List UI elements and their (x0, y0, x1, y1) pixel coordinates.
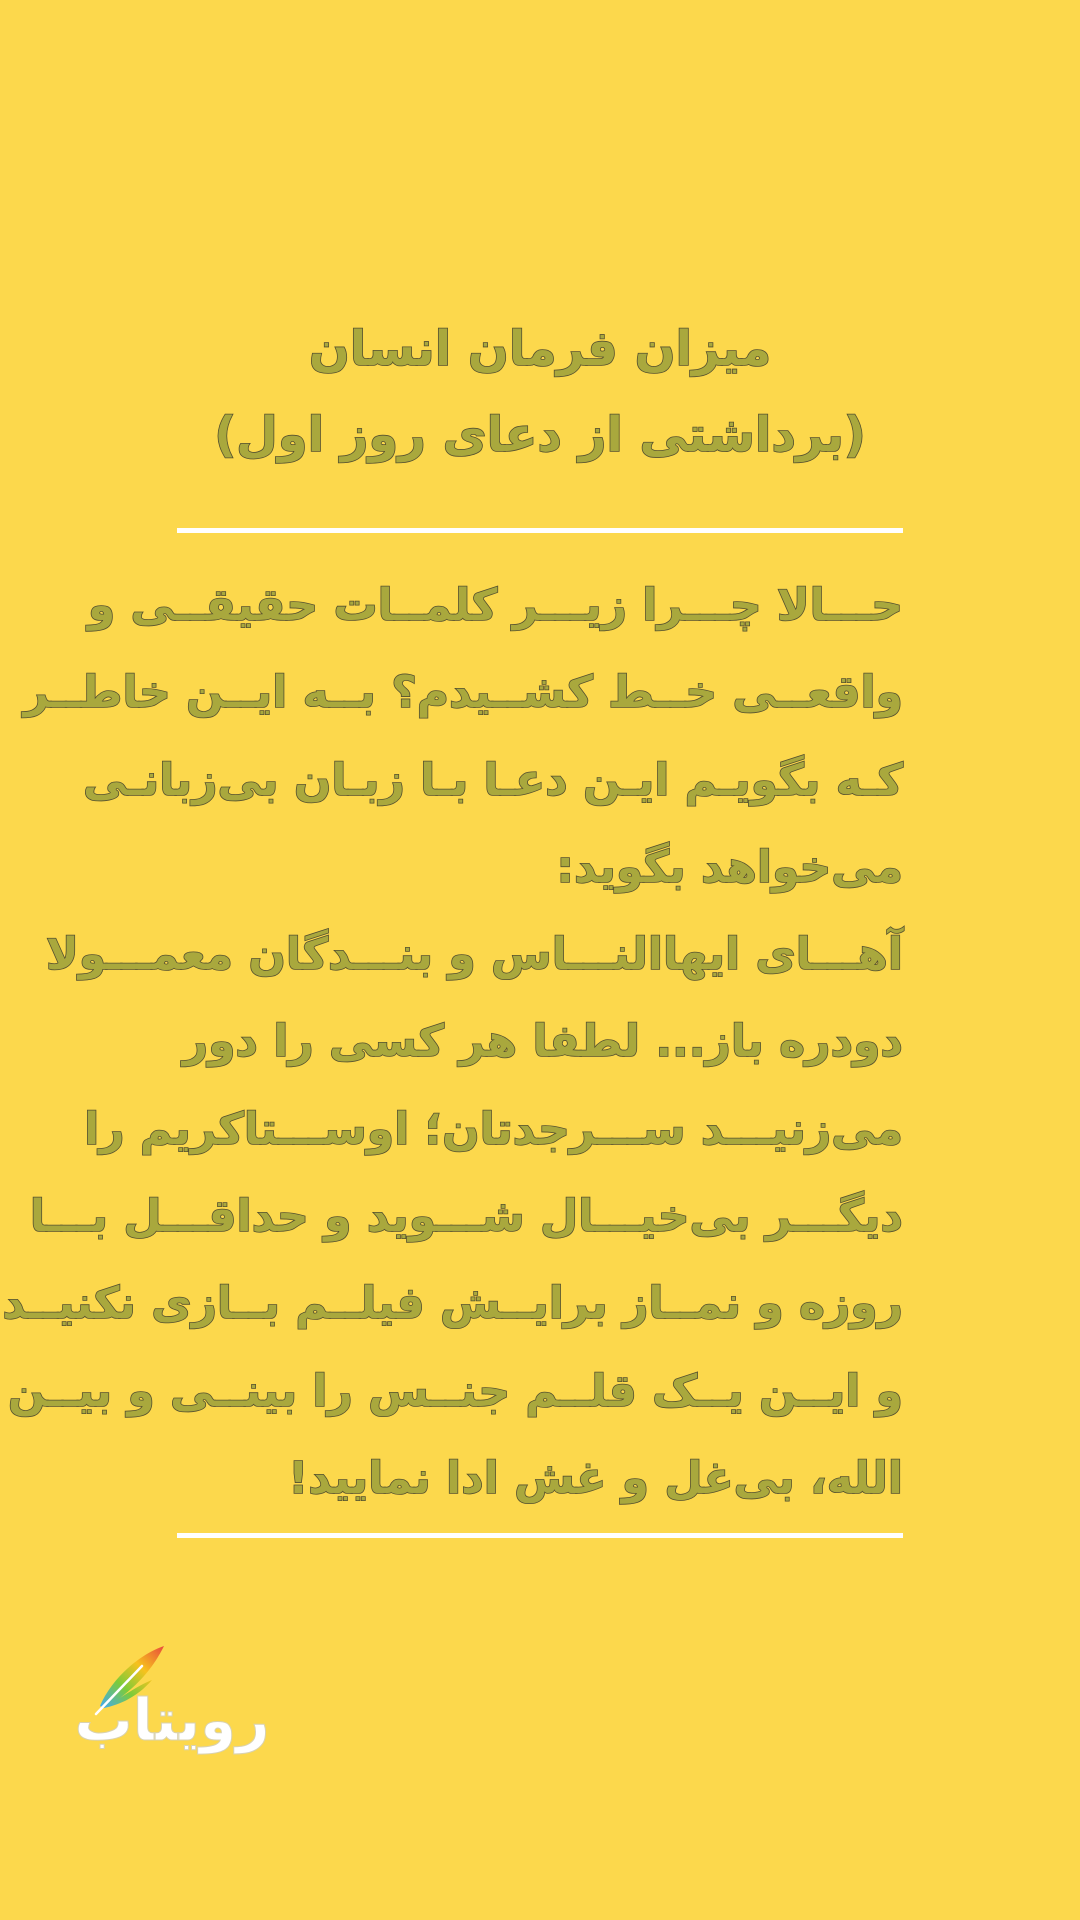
body-line: الله، بی‌غل و غش ادا نمایید! (288, 1452, 903, 1504)
body-line: می‌زنیـــد ســـرجدتان؛ اوســـتاکریم را (84, 1103, 903, 1155)
body-line: می‌خواهد بگوید: (556, 841, 903, 893)
body-line: و ایــن یــک قلــم جنــس را بینــی و بیــن (7, 1365, 903, 1417)
body-line: کـه بگویـم ایـن دعـا بـا زبـان بی‌زبانـی (83, 754, 903, 806)
body-line: روزه و نمــاز برایــش فیلــم بــازی نکنیــد (2, 1278, 903, 1330)
body-line: دیگـــر بی‌خیـــال شـــوید و حداقـــل بـــا (29, 1191, 903, 1243)
feather-quill-icon (74, 1640, 270, 1760)
logo-wordmark: رویتاب (74, 1686, 270, 1754)
bottom-divider (177, 1533, 903, 1538)
body-line: دودره باز... لطفا هر کسی را دور (182, 1016, 903, 1068)
body-text (2, 562, 903, 1522)
top-divider (177, 528, 903, 533)
body-line: واقعــی خــط کشــیدم؟ بــه ایــن خاطــر (23, 667, 903, 719)
page-subtitle: (برداشتی از دعای روز اول) (214, 407, 866, 463)
body-line: آهـــای ایهاالنـــاس و بنـــدگان معمـــولا (46, 929, 903, 981)
body-line: حـــالا چـــرا زیـــر کلمــات حقیقــی و (87, 580, 903, 631)
page-title: میزان فرمان انسان (308, 321, 772, 377)
logo (74, 1640, 270, 1760)
